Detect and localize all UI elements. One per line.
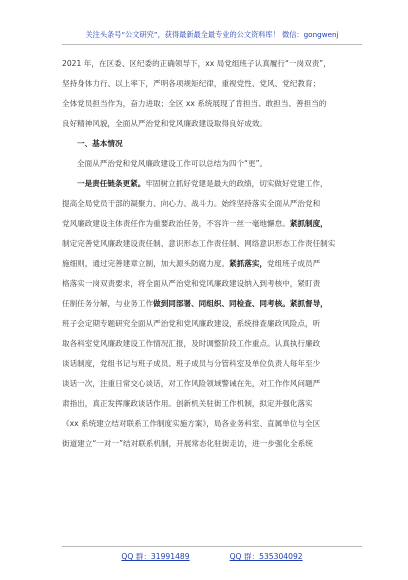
section-heading: 一、基本情况 [77,139,123,148]
paragraph-line [62,254,362,274]
paragraph-text: 任制任务分解，与业务工作 [62,299,154,308]
qq-group-link-2[interactable]: QQ 群：535304092 [229,552,303,561]
bold-lead: 紧抓制度， [289,219,328,228]
paragraph-line [62,294,362,314]
paragraph-line [62,214,362,234]
page-footer [62,546,362,567]
paragraph-line [62,174,362,194]
bold-lead: 一是责任链条更紧。 [77,179,146,188]
paragraph-line: 谈话制度，党组书记与班子成员、班子成员与分管科室及单位负责人每年至少 [62,359,321,368]
paragraph-line: 取各科室党风廉政建设工作情况汇报，及时调整阶段工作重点。认真执行廉政 [62,339,321,348]
paragraph-line: 街道建立“一对一”结对联系机制，开展常态化驻街走访，进一步强化全系统 [62,439,313,448]
document-body [62,54,362,454]
paragraph-line: 坚持身体力行、以上率下，严明各项规矩纪律，重视党性、党风、党纪教育； [62,79,321,88]
paragraph-line: 制定完善党风廉政建设责任制、意识形态工作责任制、网络意识形态工作责任制实 [62,239,336,248]
paragraph-line: 谈话一次，注重日常交心谈话，对工作风险领域警诫在先，对工作作风问题严 [62,379,321,388]
bold-lead: 紧抓督导， [289,299,328,308]
paragraph-line: 《xx 系统建立结对联系工作制度实施方案》，局各业务科室、直属单位与全区 [62,419,321,428]
header-promo-link[interactable]: 关注头条号“公文研究”，获得最新最全最专业的公文资料库！ 微信：gongwenj [85,30,339,39]
paragraph-line: 班子会定期专题研究全面从严治党和党风廉政建设，系统排查廉政风险点，听 [62,319,321,328]
paragraph-text: 施细则，通过完善建章立制，加大源头防腐力度。 [62,259,230,268]
paragraph-line: 全面从严治党和党风廉政建设工作可以总结为四个“更”。 [77,159,268,168]
bold-lead: 紧抓落实， [229,259,268,268]
paragraph-line: 肃指出，真正发挥廉政谈话作用。创新机关驻街工作机制，拟定并强化落实 [62,399,313,408]
paragraph-text: 党风廉政建设主体责任作为重要政治任务，不容许一丝一毫地懈怠。 [62,219,290,228]
page-header [62,22,362,45]
qq-group-link-1[interactable]: QQ 群：31991489 [121,552,190,561]
paragraph-line: 格落实一岗双责要求，将全面从严治党和党风廉政建设纳入到考核中，紧盯责 [62,279,321,288]
paragraph-line: 提高全局党员干部的凝聚力、向心力、战斗力。始终坚持落实全面从严治党和 [62,199,321,208]
paragraph-text: 党组班子成员严 [267,259,321,268]
paragraph-line: 良好精神风貌，全面从严治党和党风廉政建设取得良好成效。 [62,119,268,128]
bold-phrase: 做到同部署、同组织、同检查、同考核。 [153,299,290,308]
paragraph-line: 全体党员担当作为，奋力进取；全区 xx 系统展现了肯担当、敢担当、善担当的 [62,99,327,108]
paragraph-text: 牢固树立抓好党建是最大的政绩，切实做好党建工作， [145,179,328,188]
paragraph-line: 2021 年，在区委、区纪委的正确领导下，xx 局党组班子认真履行“一岗双责”， [62,59,331,68]
